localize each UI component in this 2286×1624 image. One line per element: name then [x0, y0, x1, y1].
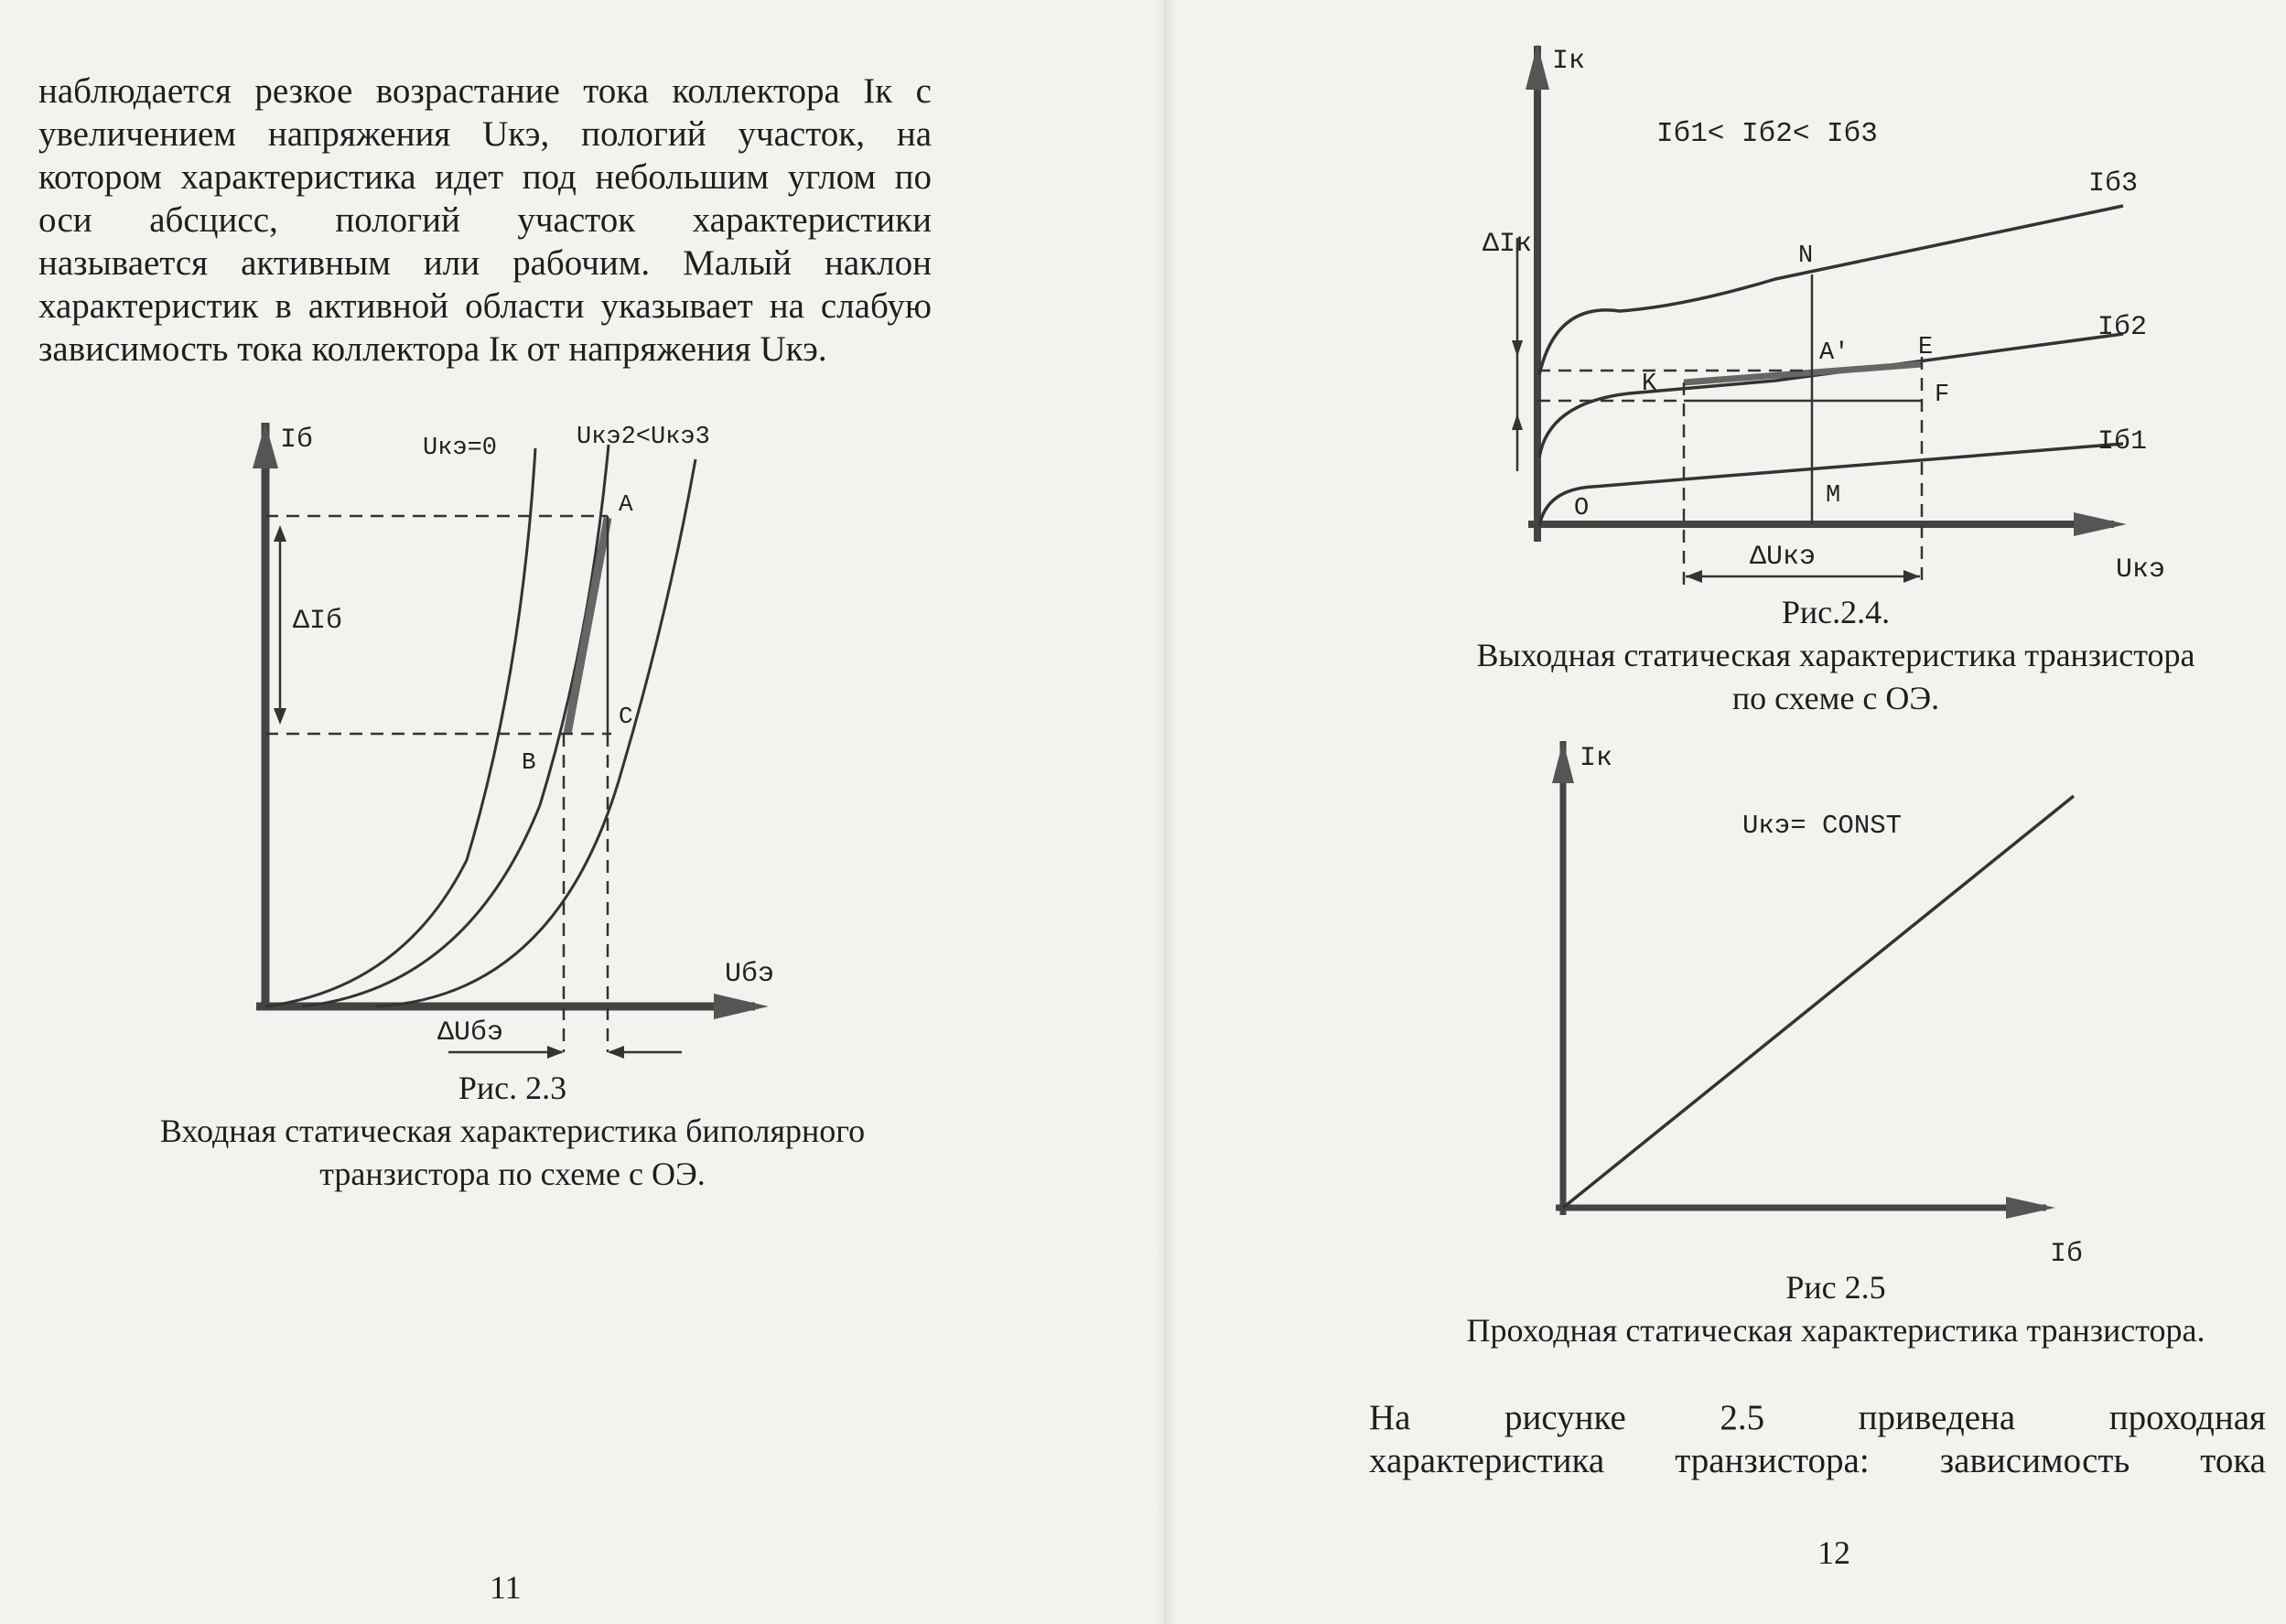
delta-i-arrowhead-bottom-icon: [1512, 414, 1523, 430]
body-paragraph: [38, 70, 932, 371]
curve-label-ib1: Iб1: [2097, 426, 2148, 457]
x-axis-label: Iб: [2050, 1239, 2084, 1270]
segment-ab: [567, 518, 608, 734]
y-axis-arrow-icon: [253, 423, 278, 468]
book-spine: [1155, 0, 1177, 1624]
condition-label: Uкэ= CONST: [1742, 811, 1903, 841]
x-axis-label: Uбэ: [725, 959, 775, 990]
x-axis-arrow-icon: [2006, 1197, 2055, 1219]
caption-text-line: по схеме с ОЭ.: [1731, 680, 1940, 716]
point-m-label: M: [1826, 482, 1841, 510]
paragraph-line: характеристик в активной области указывает на слабую: [38, 286, 932, 326]
paragraph-line: увеличением напряжения Uкэ, пологий участок, на: [38, 114, 932, 154]
caption-number: Рис 2.5: [1785, 1269, 1886, 1306]
point-e-label: E: [1918, 334, 1934, 361]
curve-label-uke-2-3: Uкэ2<Uкэ3: [577, 424, 710, 451]
curve-uke-2: [302, 445, 609, 1006]
page-number-left: 11: [490, 1569, 522, 1606]
delta-i-label: ΔIк: [1483, 229, 1533, 260]
delta-i-arrowhead-top-icon: [1512, 340, 1523, 357]
right-page: [1177, 0, 2286, 1624]
delta-u-arrowhead-right-icon: [608, 1046, 624, 1059]
paragraph-line: характеристика транзистора: зависимость тока: [1369, 1441, 2266, 1480]
curve-label-ib2: Iб2: [2097, 312, 2148, 343]
point-a-label: A: [619, 490, 633, 518]
paragraph-line: На рисунке 2.5 приведена проходная: [1369, 1398, 2266, 1437]
paragraph-line: зависимость тока коллектора Iк от напряжения Uкэ.: [38, 329, 827, 369]
caption-text-line: Входная статическая характеристика биполярного: [159, 1113, 866, 1149]
curve-label-ib3: Iб3: [2088, 168, 2139, 199]
figure-transfer-characteristic: [1525, 714, 2092, 1281]
delta-i-arrowhead-top-icon: [274, 525, 286, 542]
point-k-label: K: [1642, 371, 1657, 398]
x-axis-arrow-icon: [714, 994, 769, 1019]
point-b-label: B: [522, 748, 536, 776]
delta-u-arrowhead-left-icon: [547, 1046, 564, 1059]
delta-i-arrowhead-bottom-icon: [274, 708, 286, 725]
paragraph-line: наблюдается резкое возрастание тока коллектора Iк с: [38, 71, 932, 111]
y-axis-label: Iк: [1580, 743, 1613, 774]
curve-label-uke-0: Uкэ=0: [423, 435, 498, 462]
caption-number: Рис.2.4.: [1781, 594, 1891, 630]
caption-figure-2-4: [1415, 591, 2257, 720]
x-axis-label: Uкэ: [2116, 554, 2166, 586]
paragraph-line: котором характеристика идет под небольшим углом по: [38, 157, 932, 197]
inequality-label: Iб1< Iб2< Iб3: [1656, 118, 1878, 150]
y-axis-arrow-icon: [1552, 741, 1574, 783]
caption-number: Рис. 2.3: [458, 1070, 567, 1106]
point-f-label: F: [1935, 382, 1950, 409]
segment-ke: [1684, 364, 1922, 382]
figure-input-characteristic: [220, 403, 805, 1089]
y-axis-arrow-icon: [1526, 44, 1549, 90]
curve-uke-0: [265, 448, 535, 1006]
delta-u-label: ΔUбэ: [437, 1017, 504, 1049]
x-axis-arrow-icon: [2074, 512, 2127, 536]
point-o-label: O: [1574, 495, 1590, 522]
page-number-right: 12: [1817, 1534, 1850, 1571]
paragraph-line: называется активным или рабочим. Малый наклон: [38, 243, 932, 283]
body-paragraph: [1369, 1396, 2266, 1482]
delta-u-arrowhead-left-icon: [1686, 570, 1702, 583]
delta-i-label: ΔIб: [293, 606, 343, 637]
paragraph-line: оси абсцисс, пологий участок характеристики: [38, 200, 932, 240]
y-axis-label: Iб: [280, 425, 314, 456]
delta-u-arrowhead-right-icon: [1903, 570, 1920, 583]
caption-text-line: транзистора по схеме с ОЭ.: [319, 1156, 706, 1192]
point-c-label: C: [619, 703, 633, 730]
point-n-label: N: [1798, 242, 1814, 270]
caption-figure-2-3: [55, 1067, 970, 1196]
delta-u-label: ΔUкэ: [1750, 542, 1817, 573]
caption-text: Проходная статическая характеристика транзистора.: [1466, 1312, 2205, 1349]
point-a-prime-label: A': [1819, 339, 1849, 367]
transfer-line: [1563, 796, 2074, 1208]
y-axis-label: Iк: [1552, 46, 1586, 77]
caption-text-line: Выходная статическая характеристика транзистора: [1476, 637, 2195, 673]
caption-figure-2-5: [1415, 1266, 2257, 1352]
figure-output-characteristic: [1483, 27, 2169, 595]
